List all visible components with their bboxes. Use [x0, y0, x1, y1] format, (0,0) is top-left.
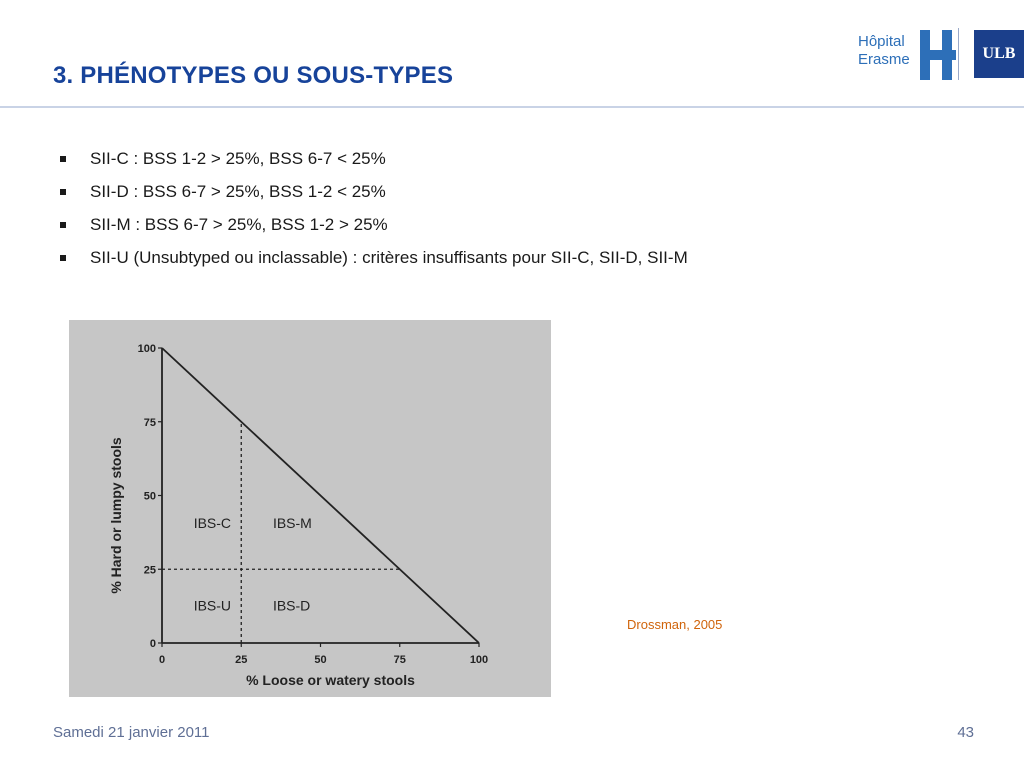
- square-bullet-icon: [60, 189, 66, 195]
- ulb-logo: ULB: [974, 30, 1024, 78]
- square-bullet-icon: [60, 255, 66, 261]
- region-label: IBS-U: [193, 597, 232, 614]
- x-tick-label: 0: [158, 654, 166, 666]
- slide-title: 3. PHÉNOTYPES OU SOUS-TYPES: [53, 62, 454, 89]
- bullet-list: [60, 148, 688, 280]
- ibs-subtype-chart: [69, 320, 551, 697]
- chart-svg: [69, 320, 551, 697]
- region-label: IBS-M: [272, 514, 312, 531]
- page-number: 43: [957, 724, 974, 741]
- hopital-erasme-logo-text: [858, 33, 920, 69]
- y-axis-label: % Hard or lumpy stools: [108, 437, 124, 594]
- region-label: IBS-D: [272, 597, 311, 614]
- x-axis-label: % Loose or watery stools: [246, 672, 415, 688]
- region-label: IBS-C: [193, 514, 232, 531]
- logo-line-2: Erasme: [858, 51, 910, 68]
- y-tick-label: 100: [137, 343, 156, 355]
- x-tick-label: 75: [393, 654, 406, 666]
- x-tick-label: 100: [469, 654, 489, 666]
- title-divider: [0, 106, 1024, 108]
- y-tick-label: 0: [149, 638, 156, 650]
- y-tick-label: 50: [143, 490, 156, 503]
- y-tick-label: 25: [143, 564, 156, 577]
- square-bullet-icon: [60, 222, 66, 228]
- bullet-item: [60, 148, 688, 181]
- square-bullet-icon: [60, 156, 66, 162]
- bullet-text: SII-C : BSS 1-2 > 25%, BSS 6-7 < 25%: [90, 149, 386, 168]
- x-tick-label: 25: [235, 654, 248, 666]
- bullet-text: SII-D : BSS 6-7 > 25%, BSS 1-2 < 25%: [90, 182, 386, 201]
- citation: Drossman, 2005: [627, 617, 723, 632]
- y-tick-label: 75: [143, 416, 156, 429]
- logo-line-1: Hôpital: [858, 33, 905, 50]
- bullet-item: [60, 181, 688, 214]
- logo-divider: [958, 28, 959, 80]
- hospital-h-icon: [920, 30, 956, 80]
- bullet-item: [60, 247, 688, 280]
- bullet-text: SII-U (Unsubtyped ou inclassable) : critères insuffisants pour SII-C, SII-D, SII-M: [90, 248, 688, 267]
- bullet-text: SII-M : BSS 6-7 > 25%, BSS 1-2 > 25%: [90, 215, 388, 234]
- bullet-item: [60, 214, 688, 247]
- footer-date: Samedi 21 janvier 2011: [53, 724, 210, 741]
- x-tick-label: 50: [314, 654, 327, 666]
